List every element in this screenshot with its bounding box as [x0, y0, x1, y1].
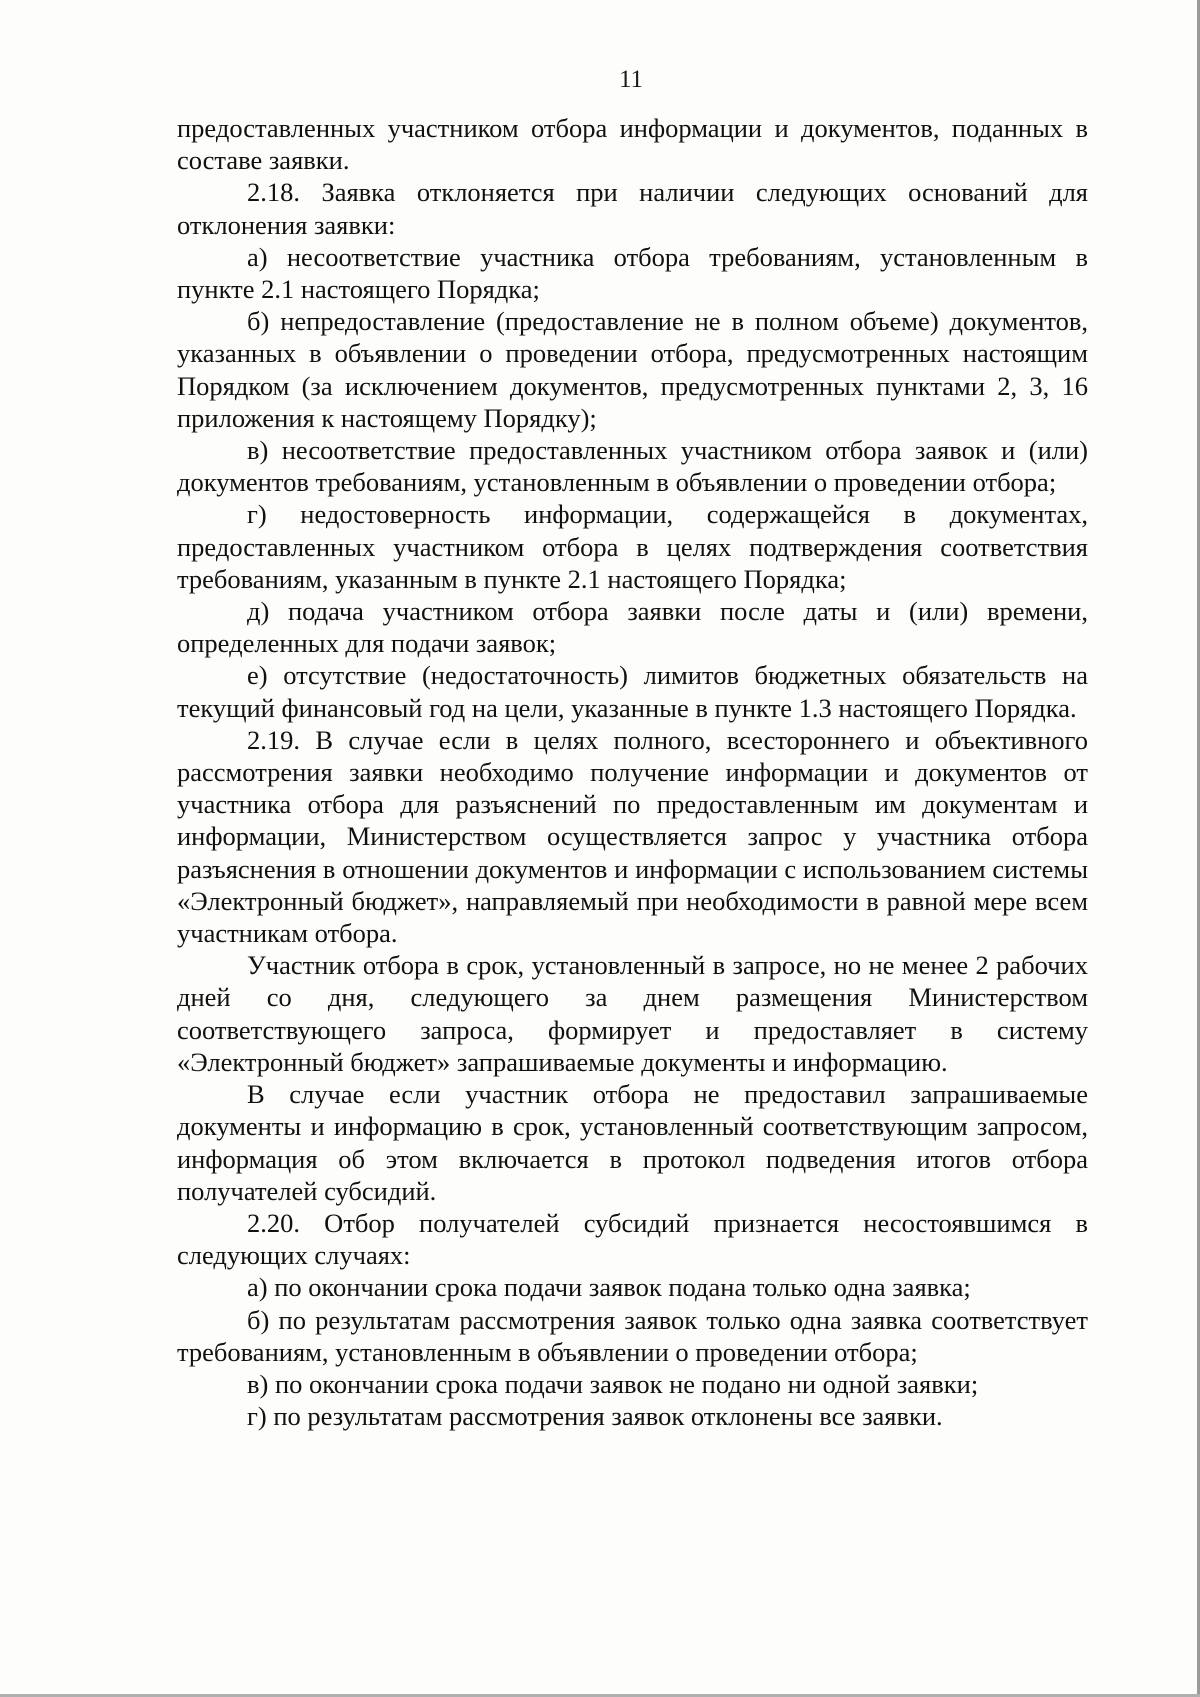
document-body	[177, 112, 1088, 1432]
page-number: 11	[618, 66, 644, 93]
paragraph-2-19: 2.19. В случае если в целях полного, всестороннего и объективного рассмотрения заявки необходимо получение информации и документов от участника отбора для разъяснений по предоставленным им документам и информации, Министерством осуществляется запрос у участника отбора разъяснения в отношении документов и информации с использованием системы «Электронный бюджет», направляемый при необходимости в равной мере всем участникам отбора.	[177, 724, 1088, 949]
paragraph-2-19-failure: В случае если участник отбора не предоставил запрашиваемые документы и информацию в срок, установленный соответствующим запросом, информация об этом включается в протокол подведения итогов отбора получателей субсидий.	[177, 1079, 1088, 1206]
paragraph-2-20: 2.20. Отбор получателей субсидий признается несостоявшимся в следующих случаях:	[177, 1207, 1088, 1271]
paragraph-2-20-b: б) по результатам рассмотрения заявок только одна заявка соответствует требованиям, установленным в объявлении о проведении отбора;	[177, 1304, 1088, 1367]
paragraph-2-20-g: г) по результатам рассмотрения заявок отклонены все заявки.	[247, 1401, 943, 1432]
paragraph-2-18-a: а) несоответствие участника отбора требованиям, установленным в пункте 2.1 настоящего Порядка;	[177, 241, 1088, 305]
paragraph-2-18-g: г) недостоверность информации, содержащейся в документах, предоставленных участником отбора в целях подтверждения соответствия требованиям, указанным в пункте 2.1 настоящего Порядка;	[177, 499, 1088, 594]
paragraph-2-19-response: Участник отбора в срок, установленный в запросе, но не менее 2 рабочих дней со дня, следующего за днем размещения Министерством соответствующего запроса, формирует и предоставляет в систему «Электронный бюджет» запрашиваемые документы и информацию.	[177, 950, 1088, 1077]
paragraph-2-18-b: б) непредоставление (предоставление не в полном объеме) документов, указанных в объявлении о проведении отбора, предусмотренных настоящим Порядком (за исключением документов, предусмотренных пунктами 2, 3, 16 приложения к настоящему Порядку);	[177, 306, 1088, 433]
paragraph-2-20-a: а) по окончании срока подачи заявок подана только одна заявка;	[247, 1272, 971, 1303]
paragraph-continuation: предоставленных участником отбора информации и документов, поданных в составе заявки.	[177, 113, 1088, 176]
paragraph-2-18-v: в) несоответствие предоставленных участником отбора заявок и (или) документов требованиям, установленным в объявлении о проведении отбора;	[177, 435, 1088, 498]
paragraph-2-18-d: д) подача участником отбора заявки после даты и (или) времени, определенных для подачи заявок;	[177, 596, 1088, 659]
paragraph-2-20-v: в) по окончании срока подачи заявок не подано ни одной заявки;	[247, 1368, 979, 1399]
paragraph-2-18: 2.18. Заявка отклоняется при наличии следующих оснований для отклонения заявки:	[177, 177, 1088, 240]
paragraph-2-18-e: е) отсутствие (недостаточность) лимитов бюджетных обязательств на текущий финансовый год на цели, указанные в пункте 1.3 настоящего Порядка.	[177, 660, 1088, 723]
